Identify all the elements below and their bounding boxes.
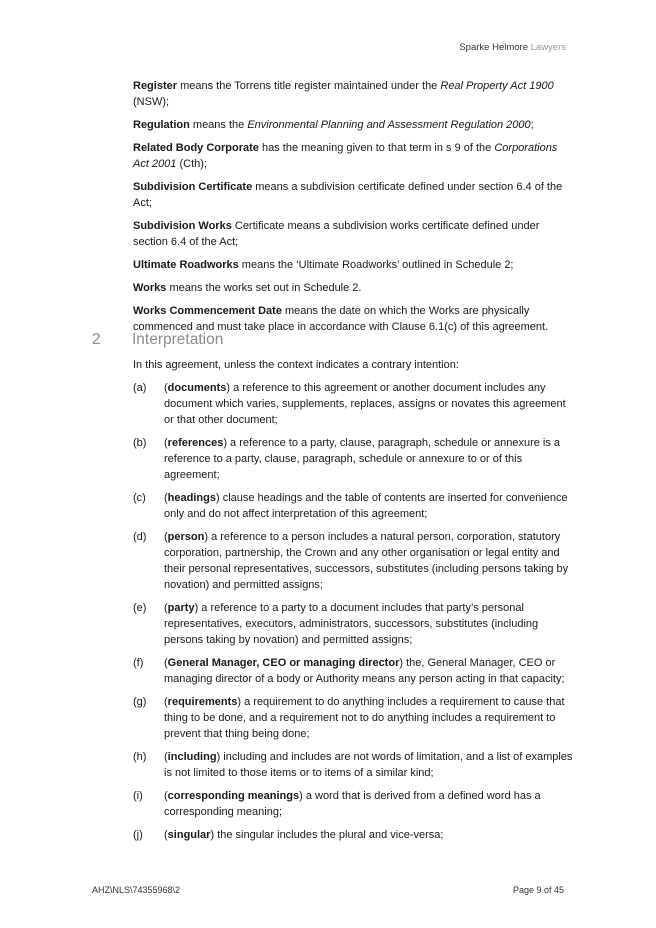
definition	[133, 78, 573, 110]
item-text: (requirements) a requirement to do anything includes a requirement to cause that thing to be done, and a requirement not to do anything includes a requirement to prevent that thing being done;	[164, 696, 565, 740]
definition-text: has the meaning given to that term in s 9 of the	[258, 142, 495, 154]
definition	[133, 280, 573, 296]
item-text: (headings) clause headings and the table of contents are inserted for convenience only and do not affect interpretation of this agreement;	[164, 492, 568, 520]
definition	[133, 117, 573, 133]
list-item	[133, 788, 573, 820]
item-text: (documents) a reference to this agreement or another document includes any document which varies, supplements, replaces, assigns or novates this agreement or that other document;	[164, 382, 566, 426]
item-body: including and includes are not words of limitation, and a list of examples is not limited to those items or to items of a similar kind;	[164, 751, 573, 779]
document-reference: AHZ\NLS\74355968\2	[92, 885, 181, 895]
definition-term: Works	[133, 282, 167, 294]
definition-term: Related Body Corporate	[133, 142, 259, 154]
definition-text: means the Torrens title register maintained under the	[177, 80, 441, 92]
definition-text: means the	[189, 119, 248, 131]
definition-term: Ultimate Roadworks	[133, 259, 239, 271]
item-text: (corresponding meanings) a word that is derived from a defined word has a corresponding meaning;	[164, 790, 541, 818]
item-key: singular	[167, 829, 211, 841]
item-label: (f)	[133, 657, 144, 669]
list-item	[133, 380, 573, 428]
definition-term: Register	[133, 80, 178, 92]
item-key: person	[167, 531, 205, 543]
item-text: (General Manager, CEO or managing director) the, General Manager, CEO or managing director of a body or Authority means any person acting in that capacity;	[164, 657, 565, 685]
definition-italic: Real Property Act 1900	[440, 80, 554, 92]
definition-italic: Corporations Act 2001	[133, 142, 558, 170]
definition-text: (NSW);	[133, 96, 170, 108]
item-label: (j)	[133, 829, 143, 841]
definition-term: Works Commencement Date	[133, 305, 282, 317]
firm-sub: Lawyers	[530, 42, 566, 53]
definition-italic: Environmental Planning and Assessment Regulation 2000	[247, 119, 531, 131]
interpretation-list	[133, 380, 573, 850]
item-label: (a)	[133, 382, 147, 394]
item-body: the, General Manager, CEO or managing director of a body or Authority means any person acting in that capacity;	[164, 657, 565, 685]
clause-title: Interpretation	[132, 331, 224, 348]
item-text: (singular) the singular includes the plural and vice-versa;	[164, 829, 444, 841]
item-body: clause headings and the table of contents are inserted for convenience only and do not affect interpretation of this agreement;	[164, 492, 568, 520]
item-body: a reference to a person includes a natural person, corporation, statutory corporation, partnership, the Crown and any other organisation or legal entity and their personal representatives, successors, substitutes (including persons taking by novation) and permitted assigns;	[164, 531, 569, 591]
item-text: (party) a reference to a party to a document includes that party’s personal representatives, executors, administrators, successors, substitutes (including persons taking by novation) and permitted assigns;	[164, 602, 539, 646]
item-text: (including) including and includes are not words of limitation, and a list of examples is not limited to those items or to items of a similar kind;	[164, 751, 573, 779]
item-label: (b)	[133, 437, 147, 449]
item-key: corresponding meanings	[167, 790, 300, 802]
item-key: documents	[167, 382, 227, 394]
list-item	[133, 694, 573, 742]
item-text: (person) a reference to a person includes a natural person, corporation, statutory corporation, partnership, the Crown and any other organisation or legal entity and their personal representatives, successors, substitutes (including persons taking by novation) and permitted assigns;	[164, 531, 569, 591]
item-body: a requirement to do anything includes a requirement to cause that thing to be done, and a requirement not to do anything includes a requirement to prevent that thing being done;	[164, 696, 565, 740]
clause-heading	[92, 331, 572, 349]
definition-term: Subdivision Works	[133, 220, 232, 232]
item-key: General Manager, CEO or managing director	[167, 657, 400, 669]
list-item	[133, 749, 573, 781]
item-label: (g)	[133, 696, 147, 708]
definitions-list	[133, 78, 573, 342]
page-number: Page 9 of 45	[512, 885, 564, 895]
definition	[133, 218, 573, 250]
list-item	[133, 827, 573, 843]
item-key: headings	[167, 492, 216, 504]
item-label: (i)	[133, 790, 143, 802]
clause-intro: In this agreement, unless the context indicates a contrary intention:	[133, 359, 459, 371]
item-key: including	[167, 751, 217, 763]
definition-text: Certificate means a subdivision works certificate defined under section 6.4 of the Act;	[133, 220, 540, 248]
definition-text: means the ‘Ultimate Roadworks’ outlined in Schedule 2;	[238, 259, 514, 271]
item-label: (d)	[133, 531, 147, 543]
page-header	[459, 42, 566, 53]
item-label: (e)	[133, 602, 147, 614]
definition	[133, 257, 573, 273]
definition-text: means a subdivision certificate defined under section 6.4 of the Act;	[133, 181, 563, 209]
item-label: (c)	[133, 492, 146, 504]
item-key: party	[167, 602, 195, 614]
item-text: (references) a reference to a party, clause, paragraph, schedule or annexure is a reference to a party, clause, paragraph, schedule or annexure to or of this agreement;	[164, 437, 561, 481]
item-body: a reference to a party to a document includes that party’s personal representatives, executors, administrators, successors, substitutes (including persons taking by novation) and permitted assigns;	[164, 602, 539, 646]
item-body: the singular includes the plural and vice-versa;	[214, 829, 444, 841]
item-body: a reference to this agreement or another document includes any document which varies, supplements, replaces, assigns or novates this agreement or that other document;	[164, 382, 566, 426]
list-item	[133, 529, 573, 593]
clause-number: 2	[92, 331, 101, 348]
list-item	[133, 655, 573, 687]
item-key: requirements	[167, 696, 238, 708]
item-label: (h)	[133, 751, 147, 763]
firm-name: Sparke Helmore	[459, 42, 528, 53]
definition-term: Subdivision Certificate	[133, 181, 253, 193]
item-body: a reference to a party, clause, paragraph, schedule or annexure is a reference to a party, clause, paragraph, schedule or annexure to or of this agreement;	[164, 437, 561, 481]
item-body: a word that is derived from a defined word has a corresponding meaning;	[164, 790, 541, 818]
definition	[133, 179, 573, 211]
definition-term: Regulation	[133, 119, 190, 131]
list-item	[133, 435, 573, 483]
definition-text: means the date on which the Works are physically commenced and must take place in accordance with Clause 6.1(c) of this agreement.	[133, 305, 549, 333]
definition-text: ;	[530, 119, 534, 131]
definition	[133, 140, 573, 172]
list-item	[133, 600, 573, 648]
list-item	[133, 490, 573, 522]
definition-text: means the works set out in Schedule 2.	[166, 282, 362, 294]
item-key: references	[167, 437, 224, 449]
definition-text: (Cth);	[176, 158, 207, 170]
